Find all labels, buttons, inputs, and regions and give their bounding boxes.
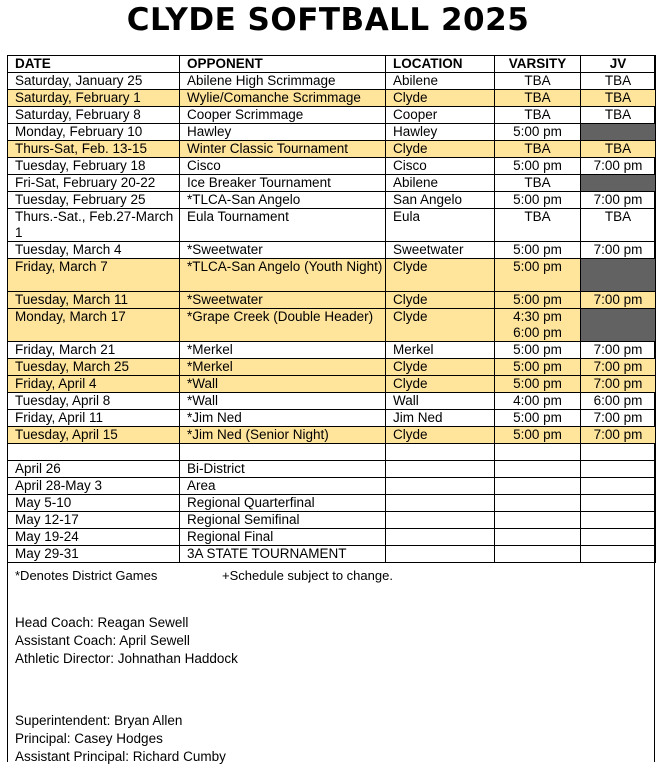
cell-jv xyxy=(581,495,656,512)
cell-location: Cooper xyxy=(386,107,495,124)
cell-varsity xyxy=(495,529,581,546)
cell-varsity: 5:00 pm xyxy=(495,427,581,444)
assistant-principal: Assistant Principal: Richard Cumby xyxy=(15,749,226,764)
cell-opponent: Winter Classic Tournament xyxy=(180,141,386,158)
cell-jv: 7:00 pm xyxy=(581,342,656,359)
header-location: LOCATION xyxy=(386,56,495,73)
table-row xyxy=(8,478,656,495)
cell-date: April 26 xyxy=(8,461,180,478)
cell-location: Cisco xyxy=(386,158,495,175)
cell-location: Sweetwater xyxy=(386,242,495,259)
table-header-row xyxy=(8,56,656,73)
cell-jv: TBA xyxy=(581,107,656,124)
cell-date: April 28-May 3 xyxy=(8,478,180,495)
cell-varsity: 4:30 pm 6:00 pm xyxy=(495,309,581,342)
cell-jv: 7:00 pm xyxy=(581,158,656,175)
cell-jv: 7:00 pm xyxy=(581,359,656,376)
cell-varsity: 5:00 pm xyxy=(495,410,581,427)
cell-location: Jim Ned xyxy=(386,410,495,427)
cell-location xyxy=(386,512,495,529)
cell-opponent: 3A STATE TOURNAMENT xyxy=(180,546,386,563)
schedule-table xyxy=(7,55,656,563)
cell-location: Clyde xyxy=(386,292,495,309)
table-row xyxy=(8,292,656,309)
cell-opponent: *Jim Ned (Senior Night) xyxy=(180,427,386,444)
table-row xyxy=(8,107,656,124)
cell-jv xyxy=(581,546,656,563)
cell-varsity: TBA xyxy=(495,73,581,90)
cell-jv xyxy=(581,259,656,292)
cell-jv xyxy=(581,444,656,461)
cell-location: Wall xyxy=(386,393,495,410)
cell-jv: TBA xyxy=(581,209,656,242)
table-row xyxy=(8,410,656,427)
cell-jv xyxy=(581,461,656,478)
cell-varsity: 5:00 pm xyxy=(495,376,581,393)
cell-date: Tuesday, February 25 xyxy=(8,192,180,209)
cell-date: Thurs-Sat, Feb. 13-15 xyxy=(8,141,180,158)
table-row xyxy=(8,309,656,342)
table-row xyxy=(8,175,656,192)
cell-location: Hawley xyxy=(386,124,495,141)
cell-varsity: 5:00 pm xyxy=(495,342,581,359)
assistant-coach: Assistant Coach: April Sewell xyxy=(15,633,190,648)
cell-location: Eula xyxy=(386,209,495,242)
cell-location: Clyde xyxy=(386,259,495,292)
cell-location xyxy=(386,461,495,478)
header-opponent: OPPONENT xyxy=(180,56,386,73)
cell-date: Saturday, February 1 xyxy=(8,90,180,107)
cell-location xyxy=(386,495,495,512)
cell-varsity: 5:00 pm xyxy=(495,259,581,292)
district-games-note: *Denotes District Games xyxy=(15,568,158,583)
cell-jv xyxy=(581,124,656,141)
cell-location: Abilene xyxy=(386,73,495,90)
cell-varsity xyxy=(495,478,581,495)
cell-date: May 19-24 xyxy=(8,529,180,546)
cell-varsity: 5:00 pm xyxy=(495,242,581,259)
cell-location: Clyde xyxy=(386,90,495,107)
cell-location: Clyde xyxy=(386,141,495,158)
table-row xyxy=(8,90,656,107)
cell-jv: 6:00 pm xyxy=(581,393,656,410)
athletic-director: Athletic Director: Johnathan Haddock xyxy=(15,651,238,666)
coaches-list xyxy=(15,614,238,668)
cell-opponent: Regional Semifinal xyxy=(180,512,386,529)
superintendent: Superintendent: Bryan Allen xyxy=(15,713,183,728)
cell-date: Saturday, January 25 xyxy=(8,73,180,90)
cell-opponent: Regional Final xyxy=(180,529,386,546)
cell-date: Friday, April 4 xyxy=(8,376,180,393)
table-row xyxy=(8,512,656,529)
schedule-change-note: +Schedule subject to change. xyxy=(222,568,393,583)
cell-opponent: Ice Breaker Tournament xyxy=(180,175,386,192)
cell-opponent: *Sweetwater xyxy=(180,292,386,309)
cell-opponent: Abilene High Scrimmage xyxy=(180,73,386,90)
cell-varsity xyxy=(495,546,581,563)
cell-date: Tuesday, March 11 xyxy=(8,292,180,309)
cell-varsity: TBA xyxy=(495,107,581,124)
cell-location: Clyde xyxy=(386,376,495,393)
cell-date: Tuesday, February 18 xyxy=(8,158,180,175)
cell-opponent: Eula Tournament xyxy=(180,209,386,242)
cell-date: Fri-Sat, February 20-22 xyxy=(8,175,180,192)
cell-jv: 7:00 pm xyxy=(581,192,656,209)
table-row xyxy=(8,124,656,141)
cell-date: May 12-17 xyxy=(8,512,180,529)
cell-varsity: TBA xyxy=(495,141,581,158)
cell-location: Clyde xyxy=(386,427,495,444)
cell-date: Tuesday, March 25 xyxy=(8,359,180,376)
table-row xyxy=(8,495,656,512)
administration-list xyxy=(15,712,226,766)
table-row xyxy=(8,209,656,242)
table-row xyxy=(8,376,656,393)
cell-date: Friday, March 7 xyxy=(8,259,180,292)
head-coach: Head Coach: Reagan Sewell xyxy=(15,615,189,630)
cell-varsity: 5:00 pm xyxy=(495,124,581,141)
cell-varsity xyxy=(495,495,581,512)
cell-location xyxy=(386,546,495,563)
cell-jv xyxy=(581,512,656,529)
cell-varsity: TBA xyxy=(495,209,581,242)
cell-date xyxy=(8,444,180,461)
cell-jv: 7:00 pm xyxy=(581,376,656,393)
cell-varsity: TBA xyxy=(495,175,581,192)
cell-varsity: 4:00 pm xyxy=(495,393,581,410)
cell-opponent: Bi-District xyxy=(180,461,386,478)
cell-jv xyxy=(581,529,656,546)
cell-opponent: Area xyxy=(180,478,386,495)
cell-varsity xyxy=(495,461,581,478)
cell-date: Tuesday, April 15 xyxy=(8,427,180,444)
cell-location: Clyde xyxy=(386,359,495,376)
table-row xyxy=(8,393,656,410)
cell-date: Monday, March 17 xyxy=(8,309,180,342)
cell-jv: 7:00 pm xyxy=(581,427,656,444)
cell-opponent: *Sweetwater xyxy=(180,242,386,259)
table-row xyxy=(8,359,656,376)
cell-opponent: Regional Quarterfinal xyxy=(180,495,386,512)
cell-jv: 7:00 pm xyxy=(581,242,656,259)
cell-varsity xyxy=(495,512,581,529)
cell-location: Merkel xyxy=(386,342,495,359)
cell-opponent: Cooper Scrimmage xyxy=(180,107,386,124)
cell-jv: TBA xyxy=(581,90,656,107)
cell-date: Tuesday, April 8 xyxy=(8,393,180,410)
cell-opponent: *Wall xyxy=(180,393,386,410)
cell-jv: 7:00 pm xyxy=(581,410,656,427)
cell-opponent: *Merkel xyxy=(180,359,386,376)
cell-jv: TBA xyxy=(581,73,656,90)
cell-date: Friday, March 21 xyxy=(8,342,180,359)
table-row xyxy=(8,141,656,158)
header-jv: JV xyxy=(581,56,656,73)
cell-opponent: *Merkel xyxy=(180,342,386,359)
cell-date: May 29-31 xyxy=(8,546,180,563)
cell-location xyxy=(386,529,495,546)
cell-opponent: *Jim Ned xyxy=(180,410,386,427)
cell-date: Monday, February 10 xyxy=(8,124,180,141)
cell-varsity: 5:00 pm xyxy=(495,359,581,376)
cell-date: Friday, April 11 xyxy=(8,410,180,427)
table-row xyxy=(8,158,656,175)
cell-jv xyxy=(581,309,656,342)
cell-opponent xyxy=(180,444,386,461)
cell-jv xyxy=(581,478,656,495)
cell-varsity: 5:00 pm xyxy=(495,292,581,309)
cell-jv xyxy=(581,175,656,192)
cell-varsity: 5:00 pm xyxy=(495,158,581,175)
cell-location xyxy=(386,444,495,461)
table-row xyxy=(8,259,656,292)
header-varsity: VARSITY xyxy=(495,56,581,73)
table-row xyxy=(8,529,656,546)
table-row xyxy=(8,73,656,90)
cell-opponent: *Grape Creek (Double Header) xyxy=(180,309,386,342)
cell-opponent: *Wall xyxy=(180,376,386,393)
cell-location: San Angelo xyxy=(386,192,495,209)
cell-opponent: Cisco xyxy=(180,158,386,175)
table-row xyxy=(8,342,656,359)
cell-jv: 7:00 pm xyxy=(581,292,656,309)
table-row xyxy=(8,242,656,259)
cell-varsity: TBA xyxy=(495,90,581,107)
cell-location: Abilene xyxy=(386,175,495,192)
cell-date: Saturday, February 8 xyxy=(8,107,180,124)
cell-location xyxy=(386,478,495,495)
header-date: DATE xyxy=(8,56,180,73)
cell-opponent: Wylie/Comanche Scrimmage xyxy=(180,90,386,107)
table-row xyxy=(8,192,656,209)
table-row xyxy=(8,546,656,563)
table-row xyxy=(8,461,656,478)
page-title: CLYDE SOFTBALL 2025 xyxy=(126,2,530,38)
cell-date: Tuesday, March 4 xyxy=(8,242,180,259)
cell-opponent: Hawley xyxy=(180,124,386,141)
cell-date: May 5-10 xyxy=(8,495,180,512)
cell-opponent: *TLCA-San Angelo (Youth Night) xyxy=(180,259,386,292)
cell-opponent: *TLCA-San Angelo xyxy=(180,192,386,209)
principal: Principal: Casey Hodges xyxy=(15,731,163,746)
table-row xyxy=(8,427,656,444)
cell-jv: TBA xyxy=(581,141,656,158)
cell-location: Clyde xyxy=(386,309,495,342)
table-row xyxy=(8,444,656,461)
cell-date: Thurs.-Sat., Feb.27-March 1 xyxy=(8,209,180,242)
cell-varsity: 5:00 pm xyxy=(495,192,581,209)
cell-varsity xyxy=(495,444,581,461)
